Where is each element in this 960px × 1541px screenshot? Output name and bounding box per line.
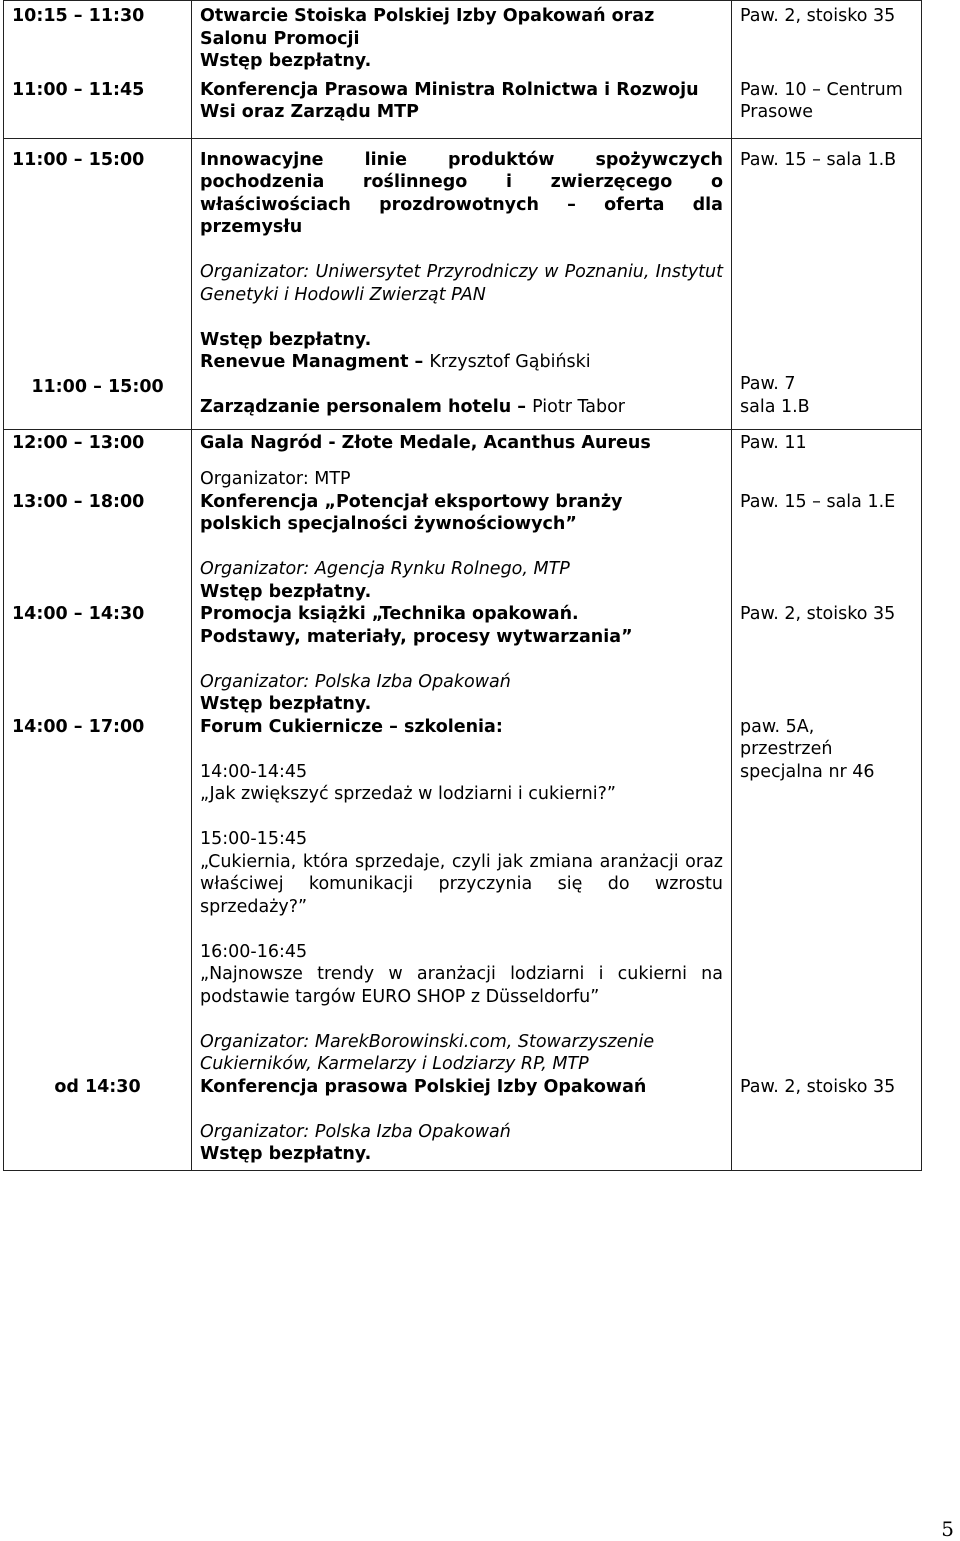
event-organizer: Organizator: Polska Izba Opakowań [200,671,511,692]
event-cell [192,491,732,604]
event-title: Otwarcie Stoiska Polskiej Izby Opakowań oraz Salonu Promocji [200,6,655,49]
event-time: 14:00 – 17:00 [12,716,145,737]
event-cell [192,79,732,139]
speaker-line: Zarządzanie personalem hotelu – Piotr Tabor [200,397,625,417]
schedule-table [3,0,922,1171]
place-cell [732,716,922,1076]
event-place: Paw. 15 – sala 1.B [740,149,897,170]
event-time: 11:00 – 11:45 [12,79,145,100]
event-cell [192,603,732,716]
table-row [4,138,922,351]
page-number: 5 [941,1517,954,1541]
event-time: 13:00 – 18:00 [12,491,145,512]
event-cell [192,351,732,429]
place-cell [732,1076,922,1171]
event-cell [192,138,732,351]
event-title: Innowacyjne linie produktów spożywczych pochodzenia roślinnego i zwierzęcego o właściwościach prozdrowotnych – oferta dla przemysłu [200,149,723,237]
table-row [4,1,922,79]
table-row [4,603,922,716]
event-time: 10:15 – 11:30 [12,6,145,26]
event-cell [192,716,732,1076]
place-cell [732,603,922,716]
event-title: Gala Nagród - Złote Medale, Acanthus Aureus [200,432,651,453]
event-cell [192,429,732,491]
entry-note: Wstęp bezpłatny. [200,51,372,71]
time-cell [4,429,192,491]
event-place: Paw. 11 [740,432,807,453]
place-cell [732,138,922,351]
speaker-name: Krzysztof Gąbiński [429,352,591,372]
session-time: 16:00-16:45 [200,941,308,962]
event-organizer: Organizator: Agencja Rynku Rolnego, MTP [200,559,570,579]
event-place: Paw. 2, stoisko 35 [740,604,896,624]
entry-note: Wstęp bezpłatny. [200,581,372,602]
session-title: Zarządzanie personalem hotelu [200,397,512,417]
event-time: 11:00 – 15:00 [31,376,164,397]
event-title: Forum Cukiernicze – szkolenia: [200,716,503,737]
event-title: Promocja książki „Technika opakowań. Podstawy, materiały, procesy wytwarzania” [200,604,633,647]
entry-note: Wstęp bezpłatny. [200,1144,372,1164]
place-cell [732,351,922,429]
event-place: Paw. 10 – Centrum Prasowe [740,79,903,122]
event-title: Konferencja Prasowa Ministra Rolnictwa i Rozwoju Wsi oraz Zarządu MTP [200,79,699,122]
table-row [4,716,922,1076]
event-cell [192,1,732,79]
time-cell [4,79,192,139]
session-topic: „Najnowsze trendy w aranżacji lodziarni i cukierni na podstawie targów EURO SHOP z Düsseldorfu” [200,964,723,1007]
event-place: Paw. 7 sala 1.B [740,374,810,417]
time-cell [4,603,192,716]
entry-note: Wstęp bezpłatny. [200,694,372,714]
event-time: 14:00 – 14:30 [12,604,145,624]
speaker-name: Piotr Tabor [532,397,625,417]
table-row [4,351,922,429]
table-row [4,429,922,491]
session-topic: „Jak zwiększyć sprzedaż w lodziarni i cukierni?” [200,784,616,804]
table-row [4,491,922,604]
event-title: Konferencja „Potencjał eksportowy branży polskich specjalności żywnościowych” [200,491,623,534]
place-cell [732,79,922,139]
event-time: od 14:30 [54,1076,141,1097]
time-cell [4,1076,192,1171]
time-cell [4,1,192,79]
speaker-line: Renevue Managment – Krzysztof Gąbiński [200,352,591,372]
session-time: 14:00-14:45 [200,761,308,782]
session-topic: „Cukiernia, która sprzedaje, czyli jak zmiana aranżacji oraz właściwej komunikacji przyczynia się do wzrostu sprzedaży?” [200,851,723,917]
event-organizer: Organizator: MTP [200,469,351,489]
event-place: Paw. 15 – sala 1.E [740,491,896,512]
event-place: Paw. 2, stoisko 35 [740,6,896,26]
table-row [4,79,922,139]
time-cell [4,716,192,1076]
session-title: Renevue Managment [200,352,409,372]
event-cell [192,1076,732,1171]
entry-note: Wstęp bezpłatny. [200,329,372,350]
table-row [4,1076,922,1171]
session-time: 15:00-15:45 [200,829,308,849]
event-time: 12:00 – 13:00 [12,432,145,453]
event-title: Konferencja prasowa Polskiej Izby Opakowań [200,1076,647,1097]
place-cell [732,491,922,604]
place-cell [732,1,922,79]
event-organizer: Organizator: Uniwersytet Przyrodniczy w Poznaniu, Instytut Genetyki i Hodowli Zwierząt PAN [200,262,723,305]
event-time: 11:00 – 15:00 [12,149,145,170]
time-cell [4,138,192,351]
event-place: paw. 5A, przestrzeń specjalna nr 46 [740,716,875,782]
place-cell [732,429,922,491]
event-organizer: Organizator: Polska Izba Opakowań [200,1121,511,1142]
time-cell [4,351,192,429]
event-place: Paw. 2, stoisko 35 [740,1076,896,1097]
time-cell [4,491,192,604]
event-organizer: Organizator: MarekBorowinski.com, Stowarzyszenie Cukierników, Karmelarzy i Lodziarzy RP, MTP [200,1031,655,1074]
